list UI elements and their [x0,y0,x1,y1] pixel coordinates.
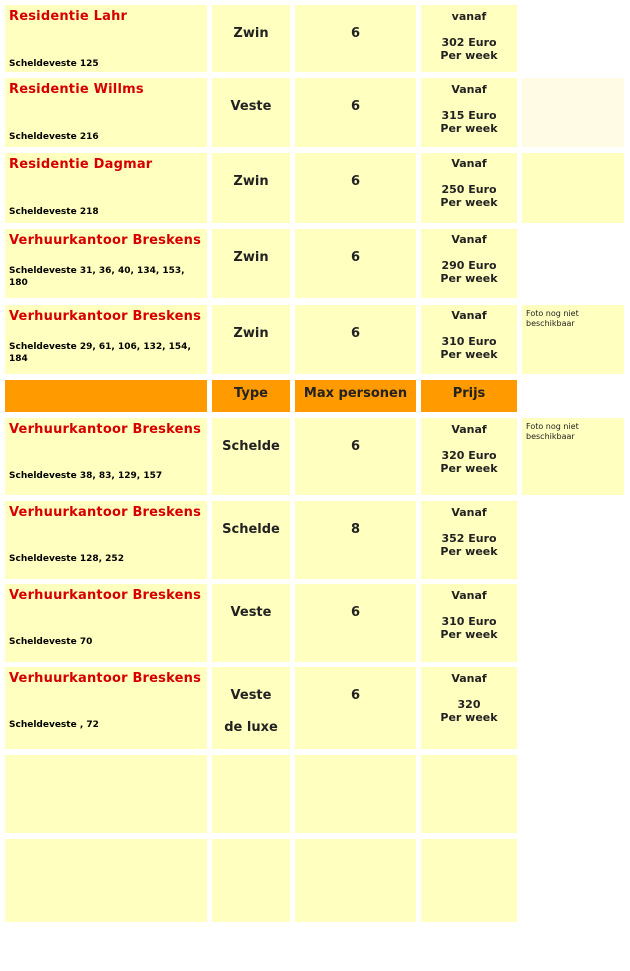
persons-value: 6 [350,250,361,265]
persons-cell [295,501,416,579]
price-cell [421,5,517,72]
price-cell [421,667,517,749]
price-period: Per week [440,711,498,724]
price-value: 320 [457,698,481,711]
persons-value: 6 [350,99,361,114]
photo-unavailable-note: Foto nog niet beschikbaar [526,422,579,441]
residence-address: Scheldeveste 29, 61, 106, 132, 154, 184 [9,342,191,364]
header-price [421,380,517,412]
persons-cell [295,78,416,147]
residence-address: Scheldeveste 216 [9,132,99,142]
empty-cell [421,755,517,833]
persons-cell [295,667,416,749]
price-from: Vanaf [451,83,487,96]
residence-name: Residentie Willms [9,82,144,97]
price-from: Vanaf [451,233,487,246]
price-period: Per week [440,348,498,361]
residence-address: Scheldeveste 31, 36, 40, 134, 153, 180 [9,266,185,288]
header-blank-cell [5,380,207,412]
residence-name: Verhuurkantoor Breskens [9,671,202,686]
type-cell [212,78,290,147]
table-row-name-cell [5,501,207,579]
price-from: Vanaf [451,506,487,519]
type-value: Schelde [222,522,280,537]
type-cell [212,229,290,298]
persons-cell [295,153,416,223]
price-from: Vanaf [451,589,487,602]
price-from: Vanaf [451,672,487,685]
price-from: Vanaf [451,423,487,436]
table-row-name-cell [5,418,207,495]
price-period: Per week [440,49,498,62]
type-cell [212,305,290,374]
photo-cell [522,153,624,223]
type-value: Zwin [233,326,269,341]
residence-address: Scheldeveste 128, 252 [9,554,124,564]
residence-address: Scheldeveste 218 [9,207,99,217]
price-period: Per week [440,196,498,209]
price-from: Vanaf [451,157,487,170]
residence-name: Verhuurkantoor Breskens [9,309,202,324]
photo-cell [522,78,624,147]
persons-value: 6 [350,326,361,341]
type-value: Zwin [233,250,269,265]
residence-address: Scheldeveste 38, 83, 129, 157 [9,471,163,481]
price-period: Per week [440,272,498,285]
empty-cell [5,755,207,833]
price-value: 352 Euro [441,532,497,545]
persons-cell [295,5,416,72]
residence-name: Residentie Lahr [9,9,128,24]
persons-cell [295,418,416,495]
price-period: Per week [440,462,498,475]
price-value: 302 Euro [441,36,497,49]
header-type-label: Type [234,386,268,401]
header-type [212,380,290,412]
type-value: Zwin [233,26,269,41]
type-cell [212,153,290,223]
price-from: vanaf [451,10,487,23]
residence-name: Verhuurkantoor Breskens [9,505,202,520]
residence-name: Verhuurkantoor Breskens [9,588,202,603]
table-row-name-cell [5,584,207,662]
persons-value: 6 [350,688,361,703]
type-cell [212,584,290,662]
empty-cell [5,839,207,922]
price-cell [421,584,517,662]
price-cell [421,305,517,374]
price-cell [421,501,517,579]
price-cell [421,153,517,223]
price-cell [421,418,517,495]
price-value: 290 Euro [441,259,497,272]
photo-cell [522,305,624,374]
photo-unavailable-note: Foto nog niet beschikbaar [526,309,579,328]
header-max-label: Max personen [303,386,408,401]
type-value: Veste [230,605,272,620]
table-row-name-cell [5,229,207,298]
empty-cell [295,755,416,833]
price-cell [421,78,517,147]
type-value: Schelde [222,439,280,454]
price-period: Per week [440,122,498,135]
price-period: Per week [440,628,498,641]
persons-value: 6 [350,439,361,454]
persons-value: 6 [350,174,361,189]
empty-cell [212,755,290,833]
empty-cell [295,839,416,922]
table-row-name-cell [5,153,207,223]
residence-address: Scheldeveste , 72 [9,720,99,730]
residence-address: Scheldeveste 125 [9,59,99,69]
table-row-name-cell [5,5,207,72]
table-row-name-cell [5,667,207,749]
price-value: 310 Euro [441,615,497,628]
persons-cell [295,305,416,374]
residence-name: Residentie Dagmar [9,157,153,172]
type-cell [212,667,290,749]
price-from: Vanaf [451,309,487,322]
persons-cell [295,229,416,298]
photo-cell [522,418,624,495]
table-row-name-cell [5,305,207,374]
empty-cell [421,839,517,922]
persons-cell [295,584,416,662]
price-cell [421,229,517,298]
residence-address: Scheldeveste 70 [9,637,93,647]
persons-value: 6 [350,26,361,41]
header-max-persons [295,380,416,412]
type-cell [212,5,290,72]
type-value: Zwin [233,174,269,189]
type-value: Veste [230,688,272,703]
residence-name: Verhuurkantoor Breskens [9,233,202,248]
type-cell [212,418,290,495]
type-value-line2: de luxe [224,720,278,735]
persons-value: 6 [350,605,361,620]
persons-value: 8 [350,522,361,537]
header-price-label: Prijs [452,386,486,401]
type-value: Veste [230,99,272,114]
price-value: 320 Euro [441,449,497,462]
residence-name: Verhuurkantoor Breskens [9,422,202,437]
table-row-name-cell [5,78,207,147]
price-value: 315 Euro [441,109,497,122]
price-period: Per week [440,545,498,558]
empty-cell [212,839,290,922]
price-value: 310 Euro [441,335,497,348]
price-value: 250 Euro [441,183,497,196]
type-cell [212,501,290,579]
